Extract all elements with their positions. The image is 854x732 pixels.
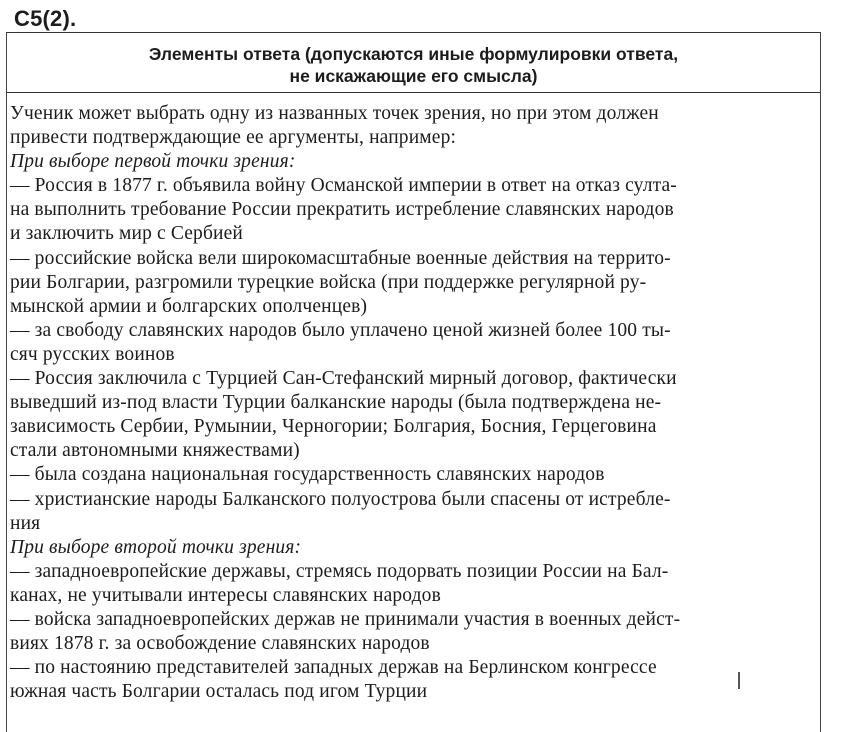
text-line: — христианские народы Балканского полуострова были спасены от истребле- [10,488,671,510]
text-line: — западноевропейские державы, стремясь подорвать позиции России на Бал- [10,560,669,582]
section-heading: При выборе второй точки зрения: [10,536,302,558]
text-line: стали автономными княжествами) [10,440,300,462]
column-divider [738,672,740,689]
text-line: мынской армии и болгарских ополченцев) [10,295,368,317]
text-line: ния [10,512,41,534]
answer-body [7,93,820,704]
answer-table [6,32,821,732]
section-heading: При выборе первой точки зрения: [10,151,296,173]
text-line: — за свободу славянских народов было уплачено ценой жизней более 100 ты- [10,319,671,341]
text-line: зависимость Сербии, Румынии, Черногории; Болгария, Босния, Герцеговина [10,416,657,438]
text-line: — российские войска вели широкомасштабные военные действия на террито- [10,247,671,269]
header-line-1: Элементы ответа (допускаются иные формулировки ответа, [148,44,679,64]
text-line: канах, не учитывали интересы славянских народов [10,584,441,606]
text-line: — по настоянию представителей западных держав на Берлинском конгрессе [10,657,657,679]
text-line: — была создана национальная государственность славянских народов [10,464,605,486]
text-line: выведший из-под власти Турции балканские народы (была подтверждена не- [10,392,662,414]
text-line: Ученик может выбрать одну из названных точек зрения, но при этом должен [10,103,659,124]
text-line: южная часть Болгарии осталась под игом Турции [10,681,428,703]
text-line: — Россия заключила с Турцией Сан-Стефанский мирный договор, фактически [10,368,677,390]
text-line: — Россия в 1877 г. объявила войну Османской империи в ответ на отказ султа- [10,175,677,197]
header-line-2: не искажающие его смысла) [289,66,538,86]
table-header [7,33,820,93]
text-line: привести подтверждающие ее аргументы, например: [10,127,457,149]
text-line: и заключить мир с Сербией [10,223,244,245]
text-line: рии Болгарии, разгромили турецкие войска (при поддержке регулярной ру- [10,271,647,293]
text-line: сяч русских воинов [10,343,175,365]
task-code: С5(2). [14,6,77,31]
text-line: виях 1878 г. за освобождение славянских народов [10,633,430,655]
text-line: — войска западноевропейских держав не принимали участия в военных дейст- [10,608,681,630]
text-line: на выполнить требование России прекратить истребление славянских народов [10,199,674,221]
